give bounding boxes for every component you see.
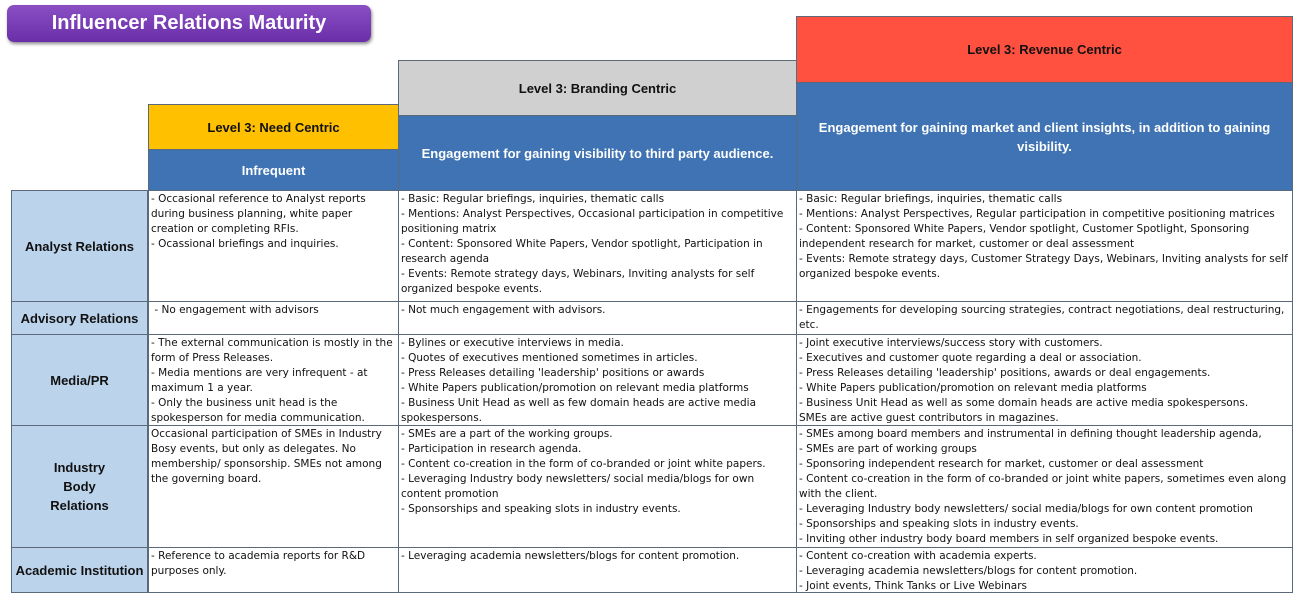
list-item: - Sponsorships and speaking slots in industry events. xyxy=(799,518,1079,530)
list-item: - Participation in research agenda. xyxy=(401,443,582,455)
list-item: - Reference to academia reports for R&D purposes only. xyxy=(151,550,366,577)
list-item: - Content: Sponsored White Papers, Vendor spotlight, Customer Spotlight, Sponsoring independent research for market, customer or deal assessment xyxy=(799,223,1250,250)
cell-industry-branding xyxy=(398,425,797,548)
list-item: - SMEs among board members and instrumental in defining thought leadership agenda, xyxy=(799,428,1262,440)
level-desc-need-centric: Infrequent xyxy=(148,149,399,191)
level-header-need-centric: Level 3: Need Centric xyxy=(148,104,399,150)
list-item: - Content co-creation in the form of co-branded or joint white papers, sometimes even along with the client. xyxy=(799,473,1287,500)
cell-advisory-revenue xyxy=(796,301,1293,335)
list-item: SMEs are active guest contributors in magazines. xyxy=(799,412,1059,424)
list-item: - Leveraging Industry body newsletters/ social media/blogs for own content promotion xyxy=(799,503,1253,515)
cell-industry-revenue xyxy=(796,425,1293,548)
list-item: - Content co-creation in the form of co-branded or joint white papers. xyxy=(401,458,766,470)
list-item: - Leveraging academia newsletters/blogs for content promotion. xyxy=(401,550,740,562)
list-item: - Quotes of executives mentioned sometimes in articles. xyxy=(401,352,698,364)
list-item: - Events: Remote strategy days, Webinars, Inviting analysts for self organized bespoke events. xyxy=(401,268,755,295)
list-item: - Press Releases detailing 'leadership' positions, awards or deal engagements. xyxy=(799,367,1211,379)
cell-academic-need xyxy=(148,547,399,593)
list-item: - Content co-creation with academia experts. xyxy=(799,550,1037,562)
list-item: - Basic: Regular briefings, inquiries, thematic calls xyxy=(401,193,665,205)
cell-analyst-branding xyxy=(398,190,797,302)
list-item: - Joint events, Think Tanks or Live Webinars xyxy=(799,580,1027,592)
cell-advisory-branding xyxy=(398,301,797,335)
list-item: - Mentions: Analyst Perspectives, Occasional participation in competitive positioning matrix xyxy=(401,208,784,235)
list-item: - White Papers publication/promotion on relevant media platforms xyxy=(401,382,749,394)
row-header-media-pr: Media/PR xyxy=(11,334,148,426)
list-item: - White Papers publication/promotion on relevant media platforms xyxy=(799,382,1147,394)
list-item: - Media mentions are very infrequent - at maximum 1 a year. xyxy=(151,367,368,394)
list-item: - Not much engagement with advisors. xyxy=(401,304,606,316)
cell-analyst-revenue xyxy=(796,190,1293,302)
cell-analyst-need xyxy=(148,190,399,302)
list-item: - Events: Remote strategy days, Customer Strategy Days, Webinars, Inviting analysts for self organized bespoke events. xyxy=(799,253,1288,280)
row-header-analyst-relations: Analyst Relations xyxy=(11,190,148,302)
list-item: - Ocassional briefings and inquiries. xyxy=(151,238,339,250)
row-header-industry-body-relations: Industry Body Relations xyxy=(11,425,148,548)
list-item: - SMEs are part of working groups xyxy=(799,443,977,455)
cell-media-revenue xyxy=(796,334,1293,426)
list-item: - No engagement with advisors xyxy=(151,304,319,316)
page-title: Influencer Relations Maturity xyxy=(7,5,371,42)
list-item: - Executives and customer quote regarding a deal or association. xyxy=(799,352,1142,364)
level-desc-revenue-centric: Engagement for gaining market and client insights, in addition to gaining visibility. xyxy=(796,82,1293,191)
list-item: - Inviting other industry body board members in self organized bespoke events. xyxy=(799,533,1219,545)
list-item: - Bylines or executive interviews in media. xyxy=(401,337,624,349)
list-item: - Business Unit Head as well as few domain heads are active media spokespersons. xyxy=(401,397,757,424)
list-item: - Leveraging Industry body newsletters/ social media/blogs for own content promotion xyxy=(401,473,755,500)
cell-media-need xyxy=(148,334,399,426)
cell-media-branding xyxy=(398,334,797,426)
list-item: - Leveraging academia newsletters/blogs for content promotion. xyxy=(799,565,1138,577)
list-item: - Engagements for developing sourcing strategies, contract negotiations, deal restructuring, etc. xyxy=(799,304,1285,331)
list-item: - Business Unit Head as well as some domain heads are active media spokespersons. xyxy=(799,397,1249,409)
cell-academic-branding xyxy=(398,547,797,593)
list-item: - Occasional reference to Analyst reports during business planning, white paper creation or completing RFIs. xyxy=(151,193,366,235)
list-item: - Press Releases detailing 'leadership' positions or awards xyxy=(401,367,705,379)
level-header-branding-centric: Level 3: Branding Centric xyxy=(398,60,797,116)
list-item: - SMEs are a part of the working groups. xyxy=(401,428,613,440)
list-item: - Sponsorships and speaking slots in industry events. xyxy=(401,503,681,515)
cell-advisory-need xyxy=(148,301,399,335)
row-header-advisory-relations: Advisory Relations xyxy=(11,301,148,335)
cell-industry-need xyxy=(148,425,399,548)
list-item: - Sponsoring independent research for market, customer or deal assessment xyxy=(799,458,1204,470)
list-item: - The external communication is mostly in the form of Press Releases. xyxy=(151,337,393,364)
list-item: - Content: Sponsored White Papers, Vendor spotlight, Participation in research agenda xyxy=(401,238,763,265)
row-header-academic-institution: Academic Institution xyxy=(11,547,148,593)
level-header-revenue-centric: Level 3: Revenue Centric xyxy=(796,16,1293,83)
cell-academic-revenue xyxy=(796,547,1293,593)
list-item: - Mentions: Analyst Perspectives, Regular participation in competitive positioning matrices xyxy=(799,208,1275,220)
list-item: - Joint executive interviews/success story with customers. xyxy=(799,337,1103,349)
list-item: - Basic: Regular briefings, inquiries, thematic calls xyxy=(799,193,1063,205)
list-item: Occasional participation of SMEs in Industry Bosy events, but only as delegates. No membership/ sponsorship. SMEs not among the governing board. xyxy=(151,428,382,485)
level-desc-branding-centric: Engagement for gaining visibility to third party audience. xyxy=(398,115,797,191)
list-item: - Only the business unit head is the spokesperson for media communication. xyxy=(151,397,365,424)
